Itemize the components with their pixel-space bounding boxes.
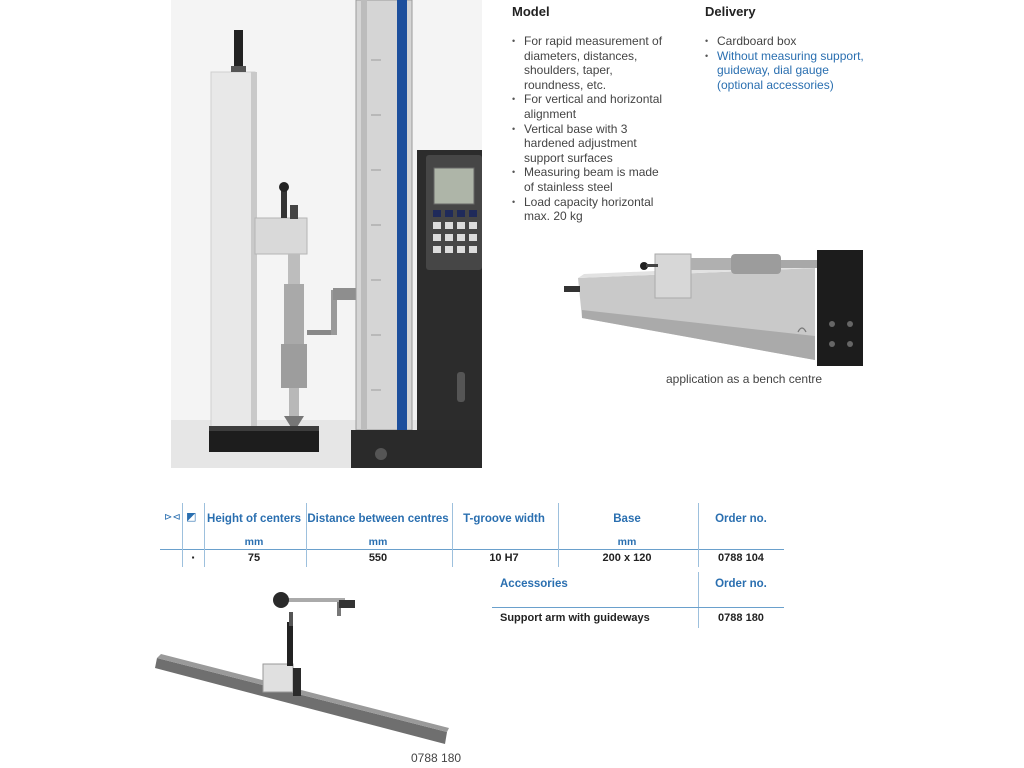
- delivery-item-optional: • Without measuring support, guideway, dial gauge (optional accessories): [705, 49, 873, 93]
- model-feature-list: [512, 34, 672, 224]
- model-feature-item: • For rapid measurement of diameters, distances, shoulders, taper, roundness, etc.: [512, 34, 672, 92]
- accessories-heading: Accessories: [500, 578, 568, 590]
- spec-table: [160, 503, 784, 567]
- header-rule: [160, 549, 784, 550]
- distance-symbol-icon: ⊳⊲: [164, 512, 181, 523]
- scale-symbol-icon: ◩: [186, 511, 197, 523]
- col-header-base: Base: [613, 513, 641, 525]
- col-header-height: Height of centers: [207, 513, 301, 525]
- delivery-heading: Delivery: [705, 4, 756, 19]
- delivery-list: [705, 34, 873, 92]
- unit-height: mm: [244, 536, 264, 548]
- cell-distance: 550: [368, 552, 388, 564]
- cell-height: 75: [247, 552, 261, 564]
- delivery-item: • Cardboard box: [705, 34, 873, 49]
- model-heading: Model: [512, 4, 550, 19]
- model-feature-item: • Load capacity horizontal max. 20 kg: [512, 195, 672, 224]
- unit-base: mm: [617, 536, 637, 548]
- model-feature-item: • For vertical and horizontal alignment: [512, 92, 672, 121]
- cell-order: 0788 104: [718, 552, 764, 564]
- col-header-tgroove: T-groove width: [463, 513, 545, 525]
- row-marker: ▪: [191, 553, 195, 562]
- product-photo-height-gauge: [171, 0, 482, 468]
- accessories-rule: [492, 607, 784, 608]
- col-header-distance: Distance between centres: [307, 513, 449, 525]
- accessory-name: Support arm with guideways: [500, 612, 650, 624]
- cell-base: 200 x 120: [602, 552, 652, 564]
- product-photo-support-arm: [155, 582, 455, 748]
- model-feature-item: • Vertical base with 3 hardened adjustment support surfaces: [512, 122, 672, 166]
- height-gauge-illustration: [171, 0, 482, 468]
- col-header-order: Order no.: [715, 513, 767, 525]
- support-arm-caption: 0788 180: [411, 751, 462, 765]
- cell-tgroove: 10 H7: [489, 552, 519, 564]
- accessory-order: 0788 180: [718, 612, 764, 624]
- unit-distance: mm: [368, 536, 388, 548]
- accessories-order-heading: Order no.: [715, 578, 767, 590]
- product-photo-bench-centre: [560, 240, 866, 368]
- bench-centre-caption: application as a bench centre: [666, 372, 823, 386]
- accessories-table: [492, 572, 784, 628]
- model-feature-item: • Measuring beam is made of stainless steel: [512, 165, 672, 194]
- support-arm-illustration: [155, 582, 455, 748]
- bench-centre-illustration: [560, 240, 866, 368]
